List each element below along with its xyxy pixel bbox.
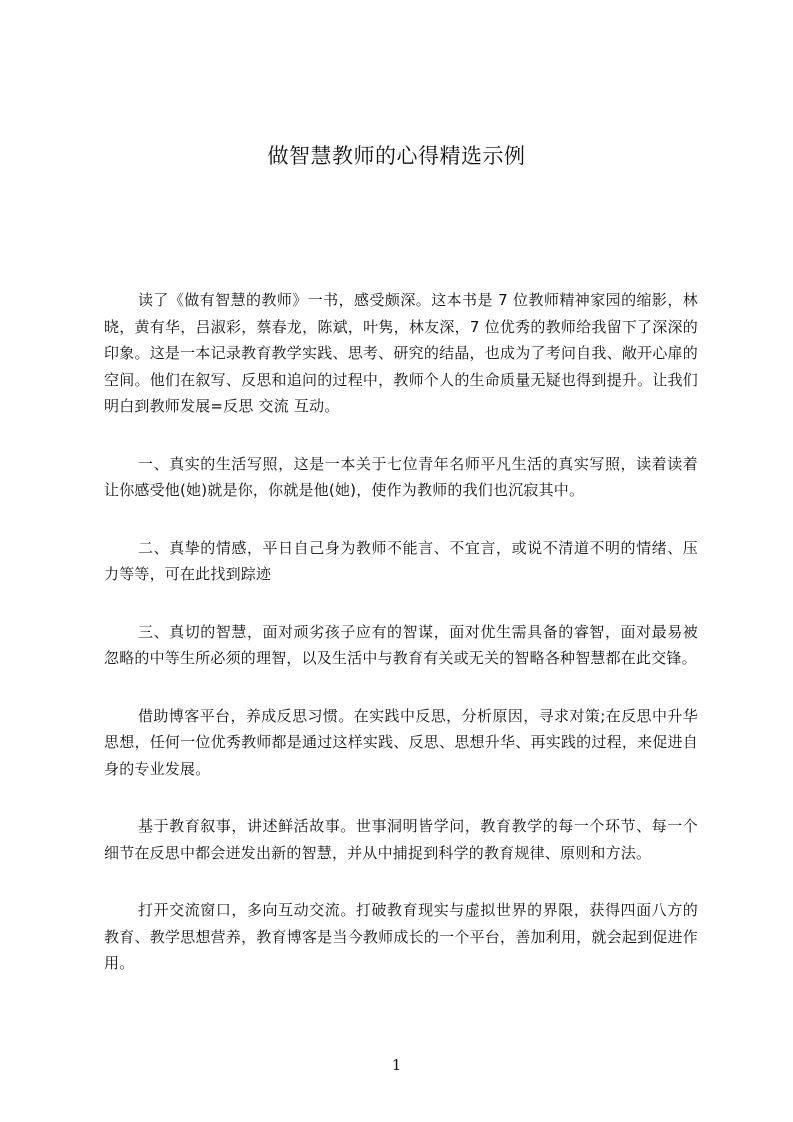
paragraph-narrative: 基于教育叙事，讲述鲜活故事。世事洞明皆学问，教育教学的每一个环节、每一个细节在反思中都会迸发出新的智慧，并从中捕捉到科学的教育规律、原则和方法。 xyxy=(104,817,698,862)
document-body xyxy=(104,287,698,1008)
paragraph-point-one: 一、真实的生活写照，这是一本关于七位青年名师平凡生活的真实写照，读着读着让你感受他(她)就是你，你就是他(她)，使作为教师的我们也沉寂其中。 xyxy=(104,454,698,499)
paragraph-point-three: 三、真切的智慧，面对顽劣孩子应有的智谋，面对优生需具备的睿智，面对最易被忽略的中等生所必须的理智，以及生活中与教育有关或无关的智略各种智慧都在此交锋。 xyxy=(104,622,698,667)
page-number: 1 xyxy=(391,1056,402,1074)
document-title: 做智慧教师的心得精选示例 xyxy=(267,144,526,168)
paragraph-point-two: 二、真挚的情感，平日自己身为教师不能言、不宜言，或说不清道不明的情绪、压力等等，可在此找到踪迹 xyxy=(104,538,698,583)
paragraph-communication: 打开交流窗口，多向互动交流。打破教育现实与虚拟世界的界限，获得四面八方的教育、教学思想营养，教育博客是当今教师成长的一个平台，善加利用，就会起到促进作用。 xyxy=(104,901,698,972)
paragraph-intro: 读了《做有智慧的教师》一书，感受颇深。这本书是 7 位教师精神家园的缩影，林晓，黄有华，吕淑彩，蔡春龙，陈斌，叶隽，林友深，7 位优秀的教师给我留下了深深的印象。这是一本记录教育教学实践、思考、研究的结晶，也成为了考问自我、敞开心扉的空间。他们在叙写、反思和追问的过程中，教师个人的生命质量无疑也得到提升。让我们明白到教师发展=反思 交流 互动。 xyxy=(104,291,698,415)
paragraph-blog-reflection: 借助博客平台，养成反思习惯。在实践中反思，分析原因，寻求对策;在反思中升华思想，任何一位优秀教师都是通过这样实践、反思、思想升华、再实践的过程，来促进自身的专业发展。 xyxy=(104,706,698,778)
